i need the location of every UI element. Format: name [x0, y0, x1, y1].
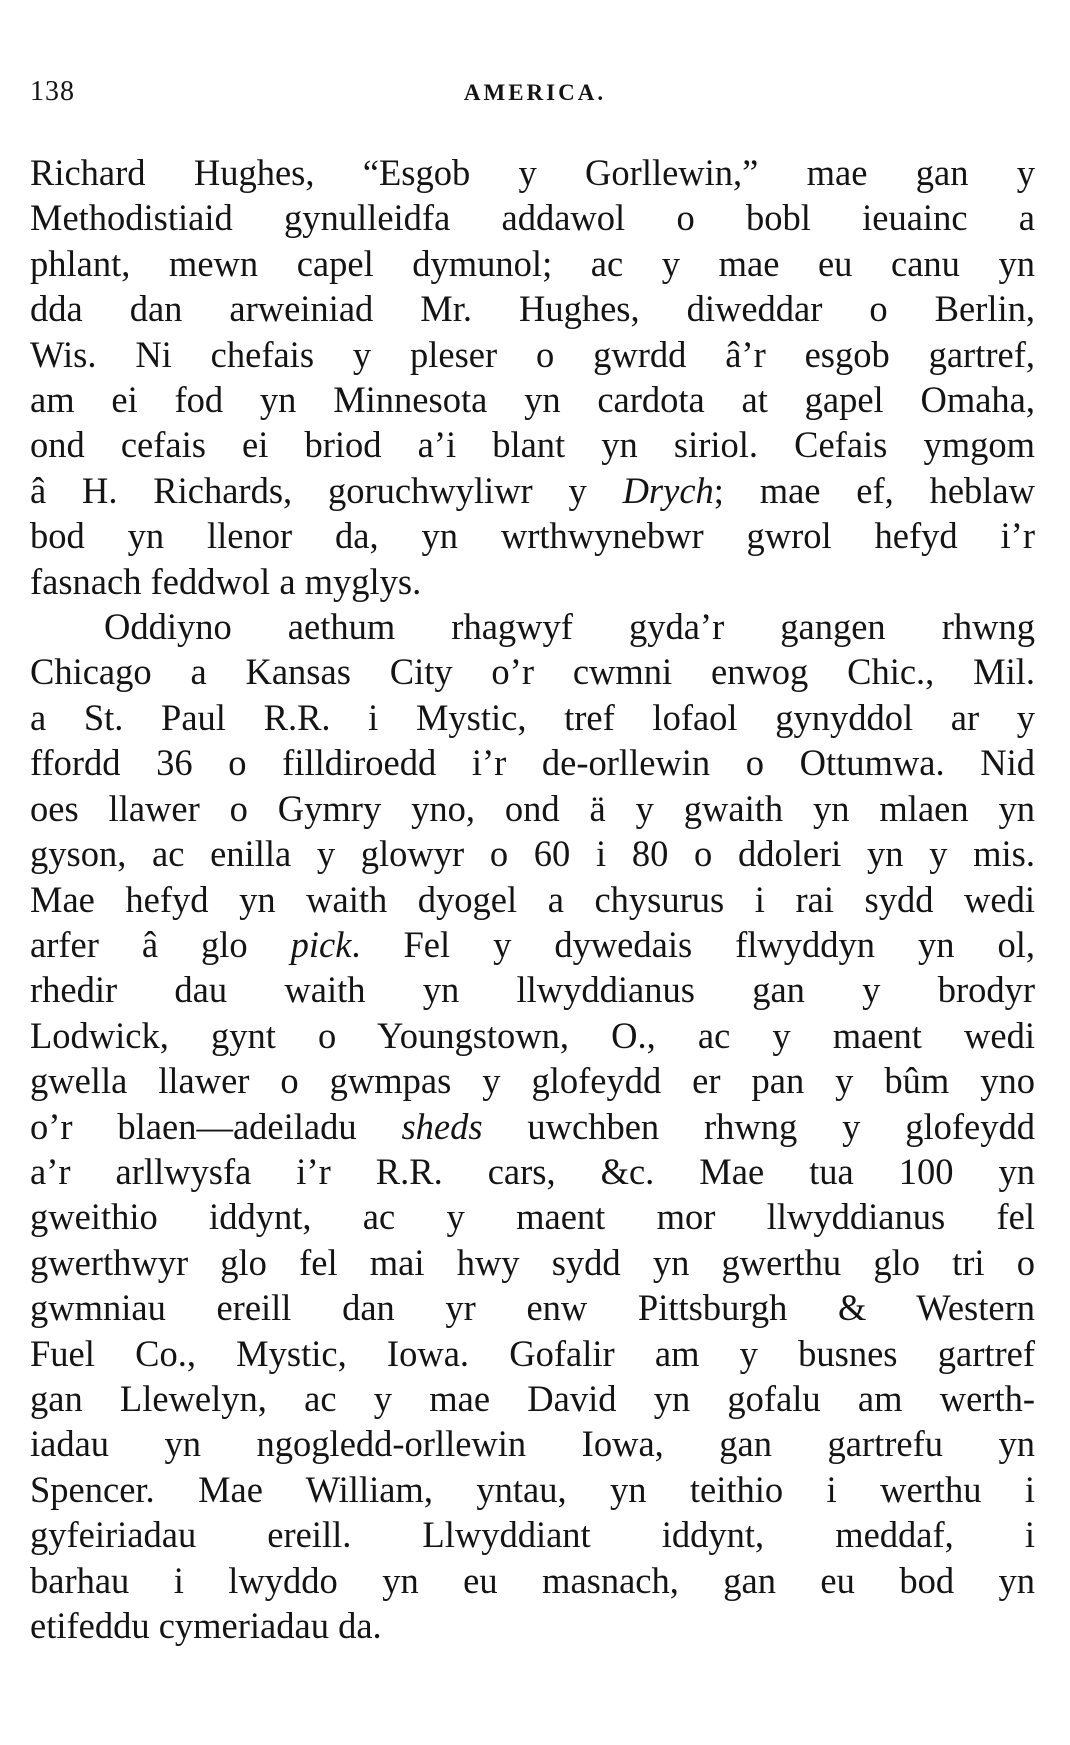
- text-line: ond cefais ei briod a’i blant yn siriol. Cefais ymgom: [30, 424, 1035, 466]
- text-line: Wis. Ni chefais y pleser o gwrdd â’r esgob gartref,: [30, 333, 1035, 375]
- text-line: Fuel Co., Mystic, Iowa. Gofalir am y busnes gartref: [30, 1332, 1035, 1374]
- text-line: Oddiyno aethum rhagwyf gyda’r gangen rhwng: [104, 606, 1035, 648]
- text-line: Lodwick, gynt o Youngstown, O., ac y maent wedi: [30, 1014, 1035, 1056]
- page-number: 138: [30, 76, 75, 107]
- text-line: etifeddu cymeriadau da.: [30, 1605, 382, 1646]
- text-line: am ei fod yn Minnesota yn cardota at gapel Omaha,: [30, 379, 1035, 421]
- text-line: [30, 922, 1035, 967]
- text-line: gan Llewelyn, ac y mae David yn gofalu am werth-: [30, 1377, 1035, 1419]
- text-line: [30, 468, 1035, 513]
- text-line: fasnach feddwol a myglys.: [30, 560, 422, 602]
- text-segment: ; mae ef, heblaw: [713, 469, 1035, 511]
- text-line: gyson, ac enilla y glowyr o 60 i 80 o ddoleri yn y mis.: [30, 833, 1035, 875]
- text-segment: uwchben rhwng y glofeydd: [482, 1105, 1035, 1147]
- text-line: Spencer. Mae William, yntau, yn teithio i werthu i: [30, 1468, 1035, 1510]
- text-line: oes llawer o Gymry yno, ond ä y gwaith yn mlaen yn: [30, 787, 1035, 829]
- body-text: [30, 150, 1035, 1648]
- text-segment: o’r blaen—adeiladu: [30, 1105, 402, 1147]
- text-line: rhedir dau waith yn llwyddianus gan y brodyr: [30, 969, 1035, 1011]
- text-line: gwmniau ereill dan yr enw Pittsburgh & Western: [30, 1287, 1035, 1329]
- text-line: gwerthwyr glo fel mai hwy sydd yn gwerthu glo tri o: [30, 1241, 1035, 1283]
- text-line: Methodistiaid gynulleidfa addawol o bobl ieuainc a: [30, 197, 1035, 239]
- italic-word: sheds: [401, 1105, 483, 1147]
- italic-word: pick: [290, 923, 352, 965]
- italic-word: Drych: [622, 469, 714, 511]
- text-line: gwella llawer o gwmpas y glofeydd er pan y bûm yno: [30, 1060, 1035, 1102]
- text-line: [30, 1104, 1035, 1149]
- text-line: ffordd 36 o filldiroedd i’r de-orllewin o Ottumwa. Nid: [30, 742, 1035, 784]
- text-line: a St. Paul R.R. i Mystic, tref lofaol gynyddol ar y: [30, 696, 1035, 738]
- text-segment: . Fel y dywedais flwyddyn yn ol,: [351, 923, 1035, 965]
- running-title: AMERICA.: [463, 80, 607, 105]
- text-line: gyfeiriadau ereill. Llwyddiant iddynt, meddaf, i: [30, 1514, 1035, 1556]
- text-line: Mae hefyd yn waith dyogel a chysurus i rai sydd wedi: [30, 878, 1035, 920]
- text-line: iadau yn ngogledd-orllewin Iowa, gan gartrefu yn: [30, 1423, 1035, 1465]
- text-line: Chicago a Kansas City o’r cwmni enwog Chic., Mil.: [30, 651, 1035, 693]
- paragraph: [30, 604, 1035, 1648]
- text-line: bod yn llenor da, yn wrthwynebwr gwrol hefyd i’r: [30, 515, 1035, 557]
- text-segment: â H. Richards, goruchwyliwr y: [30, 469, 623, 511]
- text-line: a’r arllwysfa i’r R.R. cars, &c. Mae tua 100 yn: [30, 1150, 1035, 1192]
- paragraph: [30, 150, 1035, 604]
- text-line: Richard Hughes, “Esgob y Gorllewin,” mae gan y: [30, 152, 1035, 193]
- text-segment: arfer â glo: [30, 923, 291, 965]
- running-head: [0, 76, 1070, 116]
- text-line: dda dan arweiniad Mr. Hughes, diweddar o Berlin,: [30, 288, 1035, 330]
- text-line: barhau i lwyddo yn eu masnach, gan eu bod yn: [30, 1559, 1035, 1601]
- text-line: gweithio iddynt, ac y maent mor llwyddianus fel: [30, 1196, 1035, 1238]
- text-line: phlant, mewn capel dymunol; ac y mae eu canu yn: [30, 242, 1035, 284]
